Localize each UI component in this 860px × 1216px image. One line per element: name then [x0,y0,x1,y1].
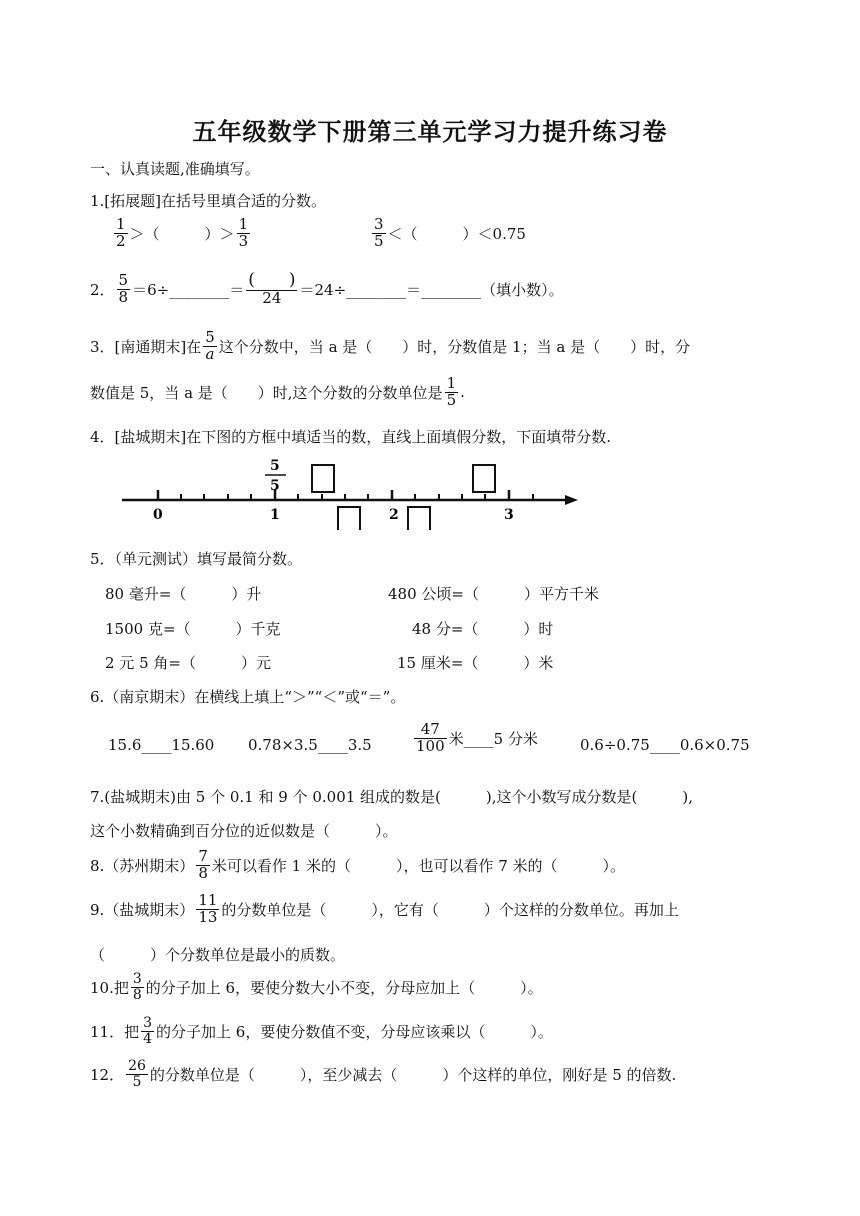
fraction: $\frac{47}{100}$ [416,720,445,755]
fraction: $\frac{5}{a}$ [205,328,215,363]
q9-line1: 9.（盐城期末） $\frac{11}{13}$ 的分数单位是（ ），它有（ ）个这样的分数单位。再加上 [90,891,679,926]
q5-item[interactable]: 80 毫升=（ ）升 [105,585,262,603]
q3-line2: 数值是 5，当 a 是（ ）时,这个分数的分数单位是 $\frac{1}{5}$ . [90,374,465,409]
q6-compare-3[interactable]: $\frac{47}{100}$ 米____5 分米 [416,720,538,755]
q3-line1: 3．[南通期末]在 $\frac{5}{a}$ 这个分数中，当 a 是（ ）时，分数值是 1；当 a 是（ ）时，分 [90,328,691,363]
fraction: $\frac{3}{4}$ [143,1015,153,1047]
section-heading: 一、认真读题,准确填写。 [90,160,260,178]
q6-compare-2[interactable]: 0.78×3.5____3.5 [248,736,372,754]
fraction-denominator: 5 [270,478,280,494]
answer-box-above-2[interactable] [473,465,495,492]
q12: 12． $\frac{26}{5}$ 的分数单位是（ ），至少减去（ ）个这样的单位，刚好是 5 的倍数. [90,1058,677,1090]
q2-blank-1[interactable]: ＝6÷________＝ [132,280,245,299]
q1-part-a [112,217,252,250]
q10: 10.把 $\frac{3}{8}$ 的分子加上 6，要使分数大小不变，分母应加上（ ）。 [90,971,543,1003]
q5-item[interactable]: 480 公顷=（ ）平方千米 [388,585,599,603]
q9-line2: （ ）个分数单位是最小的质数。 [90,946,346,964]
q2: 2． $\frac{5}{8}$ ＝6÷________＝ $\frac{( )}{24}$ ＝24÷________＝________（填小数）。 [90,270,564,307]
q6-compare-4[interactable]: 0.6÷0.75____0.6×0.75 [580,736,750,754]
q5-item[interactable]: 48 分=（ ）时 [412,620,554,638]
q5-item[interactable]: 2 元 5 角=（ ）元 [105,654,271,672]
q1-stem: 1.[拓展题]在括号里填合适的分数。 [90,192,327,210]
q1-b-blank[interactable]: ＜（ ）＜0.75 [387,224,526,243]
page-title: 五年级数学下册第三单元学习力提升练习卷 [192,118,668,146]
fraction: $\frac{3}{5}$ [374,215,384,250]
q1-part-b [370,217,526,250]
fraction: $\frac{3}{8}$ [132,971,142,1003]
q5-item[interactable]: 15 厘米=（ ）米 [397,654,554,672]
q2-blank-2[interactable]: ＝24÷________＝________（填小数）。 [299,280,564,299]
fraction: $\frac{1}{2}$ [116,215,126,250]
q11: 11．把 $\frac{3}{4}$ 的分子加上 6，要使分数值不变，分母应该乘以（ ）。 [90,1015,553,1047]
q5-item[interactable]: 1500 克=（ ）千克 [105,620,281,638]
fraction: $\frac{7}{8}$ [198,847,208,882]
q6-compare-1[interactable]: 15.6____15.60 [108,736,215,754]
q5-stem: 5．（单元测试）填写最简分数。 [90,550,303,568]
tick-label-1: 1 [270,507,280,523]
q4-stem: 4．[盐城期末]在下图的方框中填适当的数，直线上面填假分数，下面填带分数. [90,428,612,446]
answer-box-below-2[interactable] [408,507,430,530]
fraction-numerator: 5 [270,458,280,474]
q7-line2: 这个小数精确到百分位的近似数是（ ）。 [90,822,398,840]
tick-label-2: 2 [389,507,399,523]
q1-a-blank[interactable]: ＞（ ）＞ [129,224,235,243]
fraction: $\frac{11}{13}$ [198,891,218,926]
fraction: $\frac{1}{3}$ [238,215,249,250]
fraction: $\frac{5}{8}$ [118,271,129,306]
fraction-blank[interactable]: $\frac{( )}{24}$ [248,270,296,307]
q6-stem: 6.（南京期末）在横线上填上“＞”“＜”或“＝”。 [90,688,406,706]
q7-line1: 7.(盐城期末)由 5 个 0.1 和 9 个 0.001 组成的数是( ),这个小数写成分数是( ), [90,788,693,806]
fraction: $\frac{26}{5}$ [128,1058,146,1090]
fraction: $\frac{1}{5}$ [446,374,457,409]
tick-label-0: 0 [153,507,163,523]
tick-label-3: 3 [504,507,514,523]
arrow-head-icon [565,495,578,505]
answer-box-below-1[interactable] [338,507,360,530]
number-line [110,450,590,530]
answer-box-above-1[interactable] [312,465,334,492]
q8: 8.（苏州期末） $\frac{7}{8}$ 米可以看作 1 米的（ ），也可以看作 7 米的（ ）。 [90,847,626,882]
